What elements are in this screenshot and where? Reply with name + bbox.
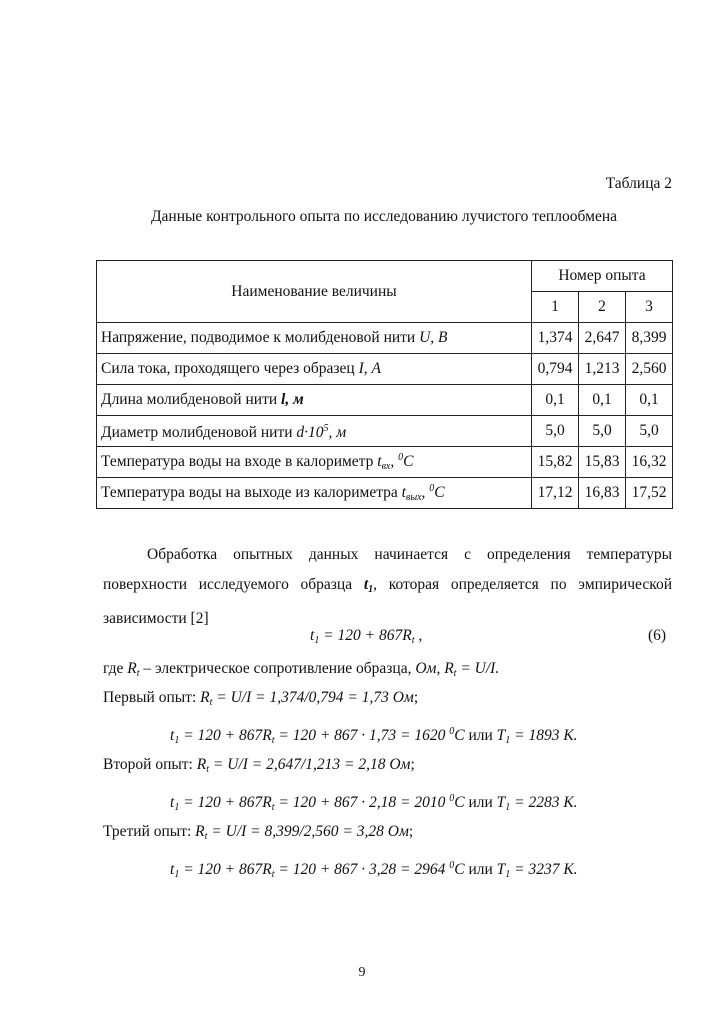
- row-label: Температура воды на выходе из калориметра $t_{вых}$, $^0$С: [97, 478, 532, 509]
- experiment-3-line: Третий опыт: $R_t = U/I = 8,399/2,560 = 3,28$ Ом;: [103, 823, 414, 842]
- table-caption: Таблица 2: [605, 175, 672, 192]
- table-title: Данные контрольного опыта по исследованию лучистого теплообмена: [150, 208, 618, 225]
- table-cell: 5,0: [579, 416, 626, 447]
- table-row: [97, 447, 673, 478]
- table-row: [97, 416, 673, 447]
- row-label: Длина молибденовой нити l, м: [97, 385, 532, 416]
- table-cell: 2,647: [579, 323, 626, 354]
- table-row: [97, 354, 673, 385]
- table-cell: 0,794: [532, 354, 579, 385]
- table-cell: 1,374: [532, 323, 579, 354]
- table-row: [97, 385, 673, 416]
- formula-number: (6): [648, 627, 667, 644]
- experiment-1-equation: $t_1 = 120 + 867R_t = 120 + 867 \cdot 1,73 = 1620$ $^0$С или $T_1 = 1893$ К.: [170, 726, 578, 746]
- table-cell: 15,83: [579, 447, 626, 478]
- header-exp-2: 2: [579, 292, 626, 323]
- data-table: [96, 260, 673, 509]
- table-cell: 15,82: [532, 447, 579, 478]
- experiment-3-equation: $t_1 = 120 + 867R_t = 120 + 867 \cdot 3,28 = 2964$ $^0$С или $T_1 = 3237$ К.: [170, 860, 578, 880]
- header-exp-1: 1: [532, 292, 579, 323]
- table-cell: 5,0: [532, 416, 579, 447]
- table-header-row: [97, 261, 673, 292]
- header-quantity-name: Наименование величины: [97, 261, 532, 323]
- experiment-1-line: Первый опыт: $R_t = U/I = 1,374/0,794 = 1,73$ Ом;: [103, 689, 419, 708]
- table-cell: 0,1: [626, 385, 673, 416]
- header-experiment-number: Номер опыта: [532, 261, 673, 292]
- formula-6: $t_1 = 120 + 867R_t$ ,: [310, 627, 423, 646]
- row-label: Сила тока, проходящего через образец I, А: [97, 354, 532, 385]
- row-label: Температура воды на входе в калориметр $t_{вх}$, $^0$С: [97, 447, 532, 478]
- header-exp-3: 3: [626, 292, 673, 323]
- page-number: 9: [358, 965, 366, 980]
- table-cell: 1,213: [579, 354, 626, 385]
- experiment-2-equation: $t_1 = 120 + 867R_t = 120 + 867 \cdot 2,18 = 2010$ $^0$С или $T_1 = 2283$ К.: [170, 793, 578, 813]
- table-row: [97, 478, 673, 509]
- row-label: Диаметр молибденовой нити $d\cdot 10^5$, м: [97, 416, 532, 447]
- table-cell: 2,560: [626, 354, 673, 385]
- table-cell: 5,0: [626, 416, 673, 447]
- table-cell: 16,32: [626, 447, 673, 478]
- table-cell: 17,12: [532, 478, 579, 509]
- table-cell: 16,83: [579, 478, 626, 509]
- experiment-2-line: Второй опыт: $R_t = U/I = 2,647/1,213 = 2,18$ Ом;: [103, 756, 415, 775]
- where-line: где $R_t$ – электрическое сопротивление образца, Ом, $R_t = U/I$.: [103, 660, 500, 679]
- table-cell: 17,52: [626, 478, 673, 509]
- table-row: [97, 323, 673, 354]
- table-cell: 0,1: [532, 385, 579, 416]
- body-paragraph: Обработка опытных данных начинается с определения температуры поверхности исследуемого образца $t_1$, которая определяется по эмпирической зависимости [2]: [103, 546, 672, 627]
- row-label: Напряжение, подводимое к молибденовой нити U, В: [97, 323, 532, 354]
- table-cell: 0,1: [579, 385, 626, 416]
- table-cell: 8,399: [626, 323, 673, 354]
